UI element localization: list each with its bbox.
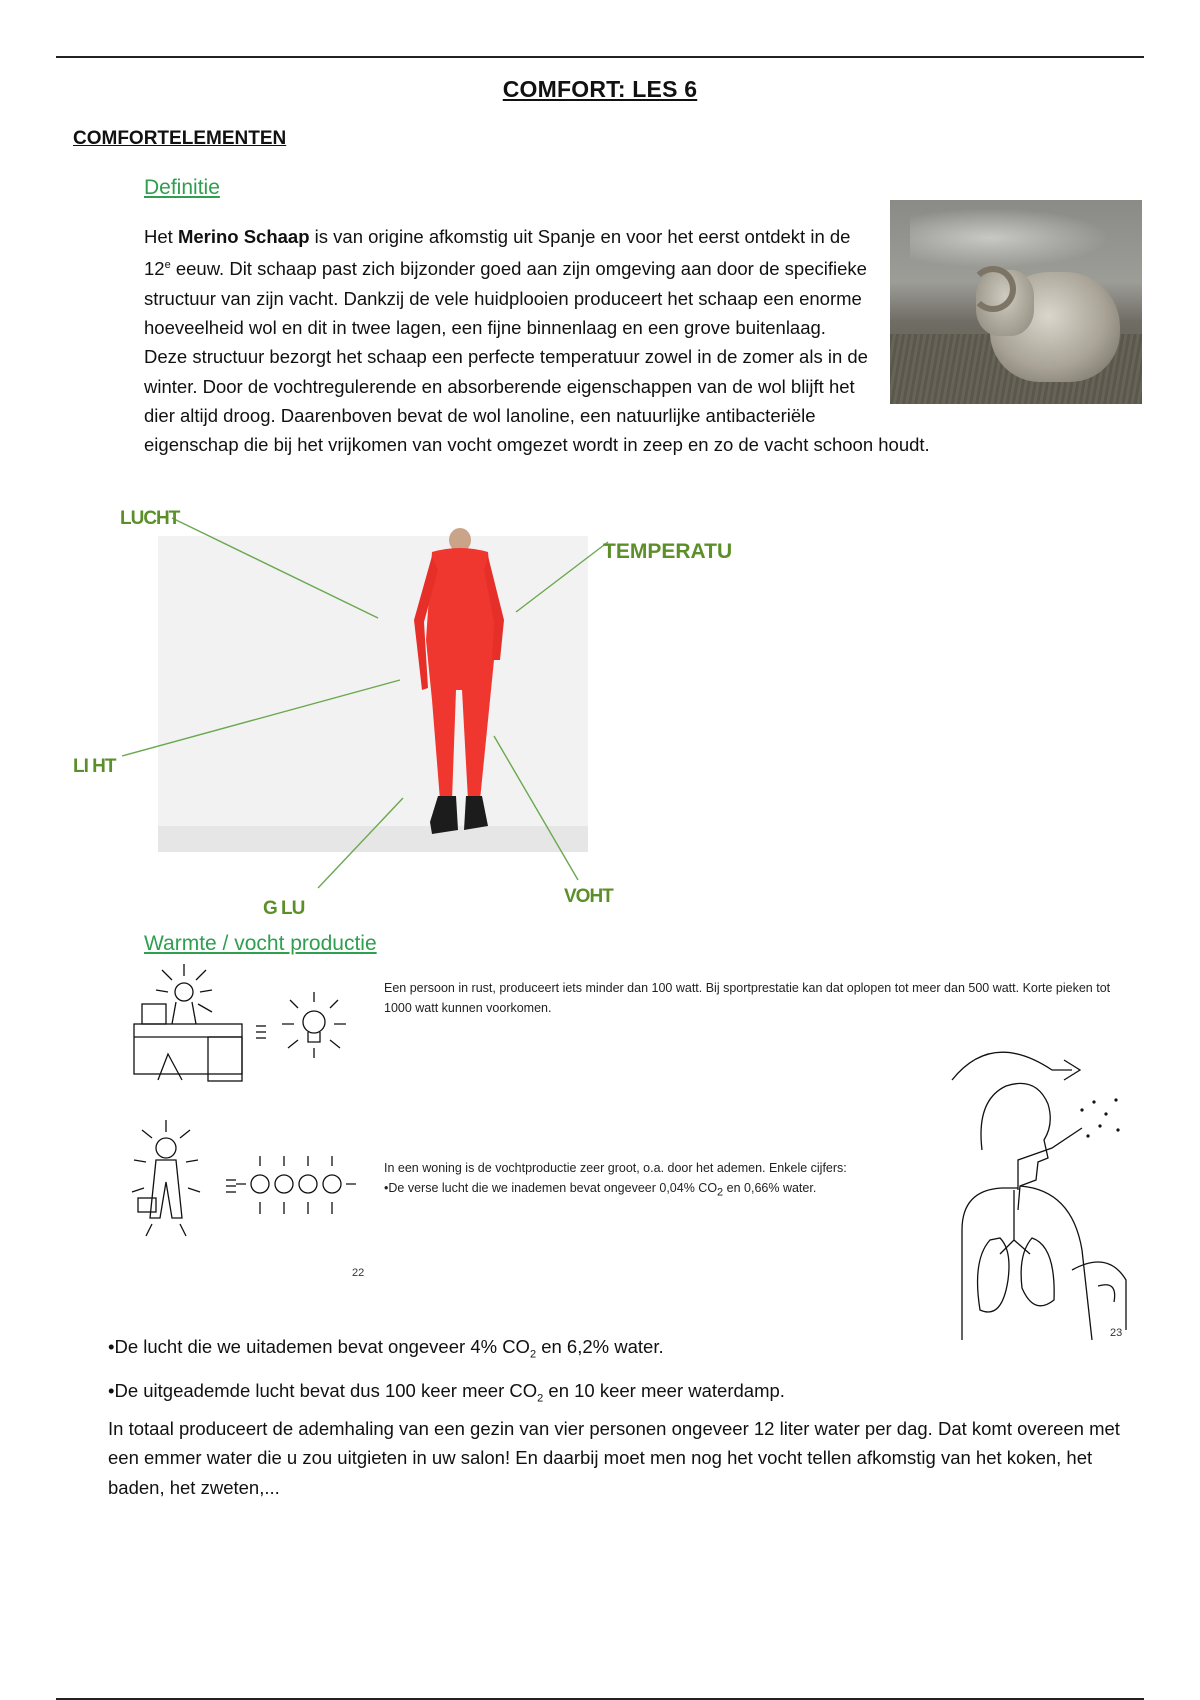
label-vocht: VOHT [564,886,613,907]
warmte-text-1: Een persoon in rust, produceert iets minder dan 100 watt. Bij sportprestatie kan dat oplopen tot meer dan 500 watt. Korte pieken tot 1000 watt kunnen voorkomen. [384,981,1111,1015]
figure-number-left: 22 [352,1267,365,1279]
warmte-bullet-sub: 2 [717,1186,724,1199]
page-title: COMFORT: LES 6 [502,76,698,102]
definitie-text-2: is van origine afkomstig uit Spanje en voor het eerst ontdekt in de 12 [144,226,851,280]
p1-text-a: •De lucht die we uitademen bevat ongeveer 4% CO [108,1336,530,1357]
definitie-text-1: Het [144,226,178,247]
section-heading: COMFORTELEMENTEN [73,128,287,149]
label-lucht: LUCHT [120,508,180,529]
p2-text-a: •De uitgeademde lucht bevat dus 100 keer meer CO [108,1380,538,1401]
warmte-text-2 [384,1158,894,1203]
definitie-superscript: e [164,259,171,272]
line-geluid [318,798,403,888]
top-rule [56,56,1144,58]
warmte-bullet-b: en 0,66% water. [723,1181,817,1195]
p1-sub: 2 [529,1348,537,1361]
breathing-anatomy-illustration [922,1040,1128,1340]
p1-text-b: en 6,2% water. [536,1336,664,1357]
definitie-paragraph [144,222,1134,460]
warmte-heading: Warmte / vocht productie [144,932,377,955]
definitie-text-3: eeuw. Dit schaap past zich bijzonder goed aan zijn omgeving aan door de specifieke structuur van zijn vacht. Dankzij de vele huidplooien produceert het schaap een enorme hoeveelheid wol en dit in twee lagen, een fijne binnenlaag en een grove buitenlaag. Deze structuur bezorgt het schaap een perfecte temperatuur zowel in de zomer als in de winter. Door de vochtregulerende en absorberende eigenschappen van de wol blijft het dier altijd droog. Daarenboven bevat de wol lanoline, een natuurlijke antibacteriële eigenschap die bij het vrijkomen van vocht omgezet wordt in zeep en zo de vacht schoon houdt. [144,258,930,456]
warmte-text-2-intro: In een woning is de vochtproductie zeer groot, o.a. door het ademen. Enkele cijfers: [384,1161,847,1175]
label-licht: LI HT [73,756,116,777]
heat-production-illustration [128,962,368,1282]
comfort-elements-diagram [60,500,760,920]
paragraph-uitademen [108,1332,1148,1370]
warmte-bullet-a: •De verse lucht die we inademen bevat ongeveer 0,04% CO [384,1181,718,1195]
line-temperatuur [516,542,608,612]
line-lucht [172,518,378,618]
p2-sub: 2 [537,1392,544,1405]
merino-sheep-photo [890,200,1142,404]
paragraph-uitgeademde [108,1376,1148,1502]
definitie-heading: Definitie [144,176,220,199]
line-vocht [494,736,578,880]
line-licht [122,680,400,756]
label-geluid: G LU [263,898,305,919]
figure-number-right: 23 [1110,1327,1123,1339]
p2-text-b: en 10 keer meer waterdamp. [543,1380,785,1401]
p3-text: In totaal produceert de ademhaling van een gezin van vier personen ongeveer 12 liter water per dag. Dat komt overeen met een emmer water die u zou uitgieten in uw salon! En daarbij moet men nog het vocht tellen afkomstig van het koken, het baden, het zweten,... [108,1417,1120,1498]
label-temperatuur: TEMPERATU [603,540,733,563]
definitie-bold-term: Merino Schaap [177,226,310,247]
